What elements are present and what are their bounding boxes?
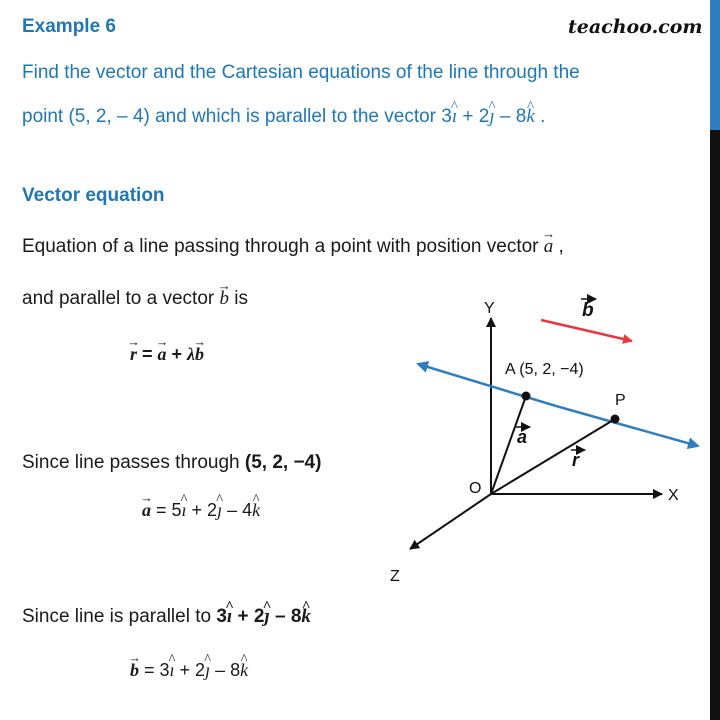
- eq-a-j: ȷ ^: [217, 500, 222, 521]
- vector-equation-line-2-text: and parallel to a vector: [22, 288, 220, 309]
- eq-b-symbol: b →: [130, 660, 139, 681]
- point-p-label: P: [615, 392, 626, 409]
- formula-lambda: λ: [187, 344, 196, 364]
- point-a: [522, 392, 531, 401]
- parallel-vec-c1: 3: [216, 606, 227, 627]
- vector-equation-line-1-text: Equation of a line passing through a point with position vector: [22, 236, 544, 257]
- vector-equation-comma: ,: [553, 236, 564, 257]
- point-a-label: A (5, 2, −4): [505, 361, 584, 378]
- vector-r-label-text: r: [572, 450, 580, 470]
- eq-b-minus: – 8: [210, 660, 241, 680]
- section-heading-vector-equation: Vector equation: [22, 185, 165, 206]
- example-label: Example 6: [22, 16, 116, 37]
- parallel-vec-i: ı ^: [227, 606, 232, 628]
- formula-eq: =: [137, 344, 158, 364]
- point-p: [611, 415, 620, 424]
- unit-j-symbol: ȷ ^: [489, 106, 494, 128]
- direction-vector-b-arrow: [541, 320, 632, 341]
- parallel-vec-j: ȷ ^: [264, 606, 269, 628]
- eq-b-k: k ^: [240, 660, 248, 681]
- formula-r: r →: [130, 344, 137, 365]
- y-axis-label: Y: [484, 300, 495, 317]
- eq-a-minus: – 4: [222, 500, 253, 520]
- eq-a-i: ı ^: [182, 500, 187, 521]
- parallel-section-label: Since line is parallel to: [22, 606, 217, 627]
- z-axis-label: Z: [390, 568, 400, 585]
- origin-label: O: [469, 480, 482, 497]
- brand-logo: teachoo.com: [568, 16, 703, 38]
- formula-b: b →: [195, 344, 204, 365]
- question-minus: – 8: [494, 106, 527, 127]
- vector-a-label: [516, 427, 530, 447]
- question-plus: + 2: [457, 106, 490, 127]
- question-end: .: [534, 106, 546, 127]
- parallel-vec-c2: + 2: [232, 606, 265, 627]
- unit-k-symbol: k ^: [526, 106, 534, 128]
- vector-a-label-text: a: [517, 427, 528, 447]
- vector-r-label: [571, 450, 585, 470]
- eq-b-plus: + 2: [174, 660, 206, 680]
- parallel-vec-k: k ^: [301, 606, 311, 628]
- eq-b-i: ı ^: [170, 660, 175, 681]
- formula-plus: +: [166, 344, 188, 364]
- parallel-vec-c3: – 8: [269, 606, 302, 627]
- line-through-a-right: [556, 406, 698, 446]
- point-coordinates: (5, 2, −4): [244, 452, 322, 473]
- eq-b-j: ȷ ^: [205, 660, 210, 681]
- vector-op: [491, 419, 615, 494]
- eq-a-symbol: a →: [142, 500, 151, 521]
- eq-a-plus: + 2: [186, 500, 218, 520]
- x-axis-label: X: [668, 487, 679, 504]
- formula-a: a →: [158, 344, 167, 365]
- z-axis: [410, 494, 491, 549]
- question-line-1: Find the vector and the Cartesian equations of the line through the: [22, 62, 580, 83]
- vector-a-symbol: a →: [544, 236, 554, 258]
- vector-b-symbol: b →: [220, 288, 230, 310]
- eq-a-k: k ^: [252, 500, 260, 521]
- eq-a-rest: = 5: [151, 500, 182, 520]
- unit-i-symbol: ı ^: [452, 106, 457, 128]
- vector-equation-is: is: [229, 288, 249, 309]
- vector-b-label-text: b: [582, 300, 594, 321]
- question-line-2-prefix: point (5, 2, – 4) and which is parallel to the vector 3: [22, 106, 452, 127]
- vector-b-label: [581, 299, 596, 321]
- point-section-label: Since line passes through: [22, 452, 245, 473]
- eq-b-rest: = 3: [139, 660, 170, 680]
